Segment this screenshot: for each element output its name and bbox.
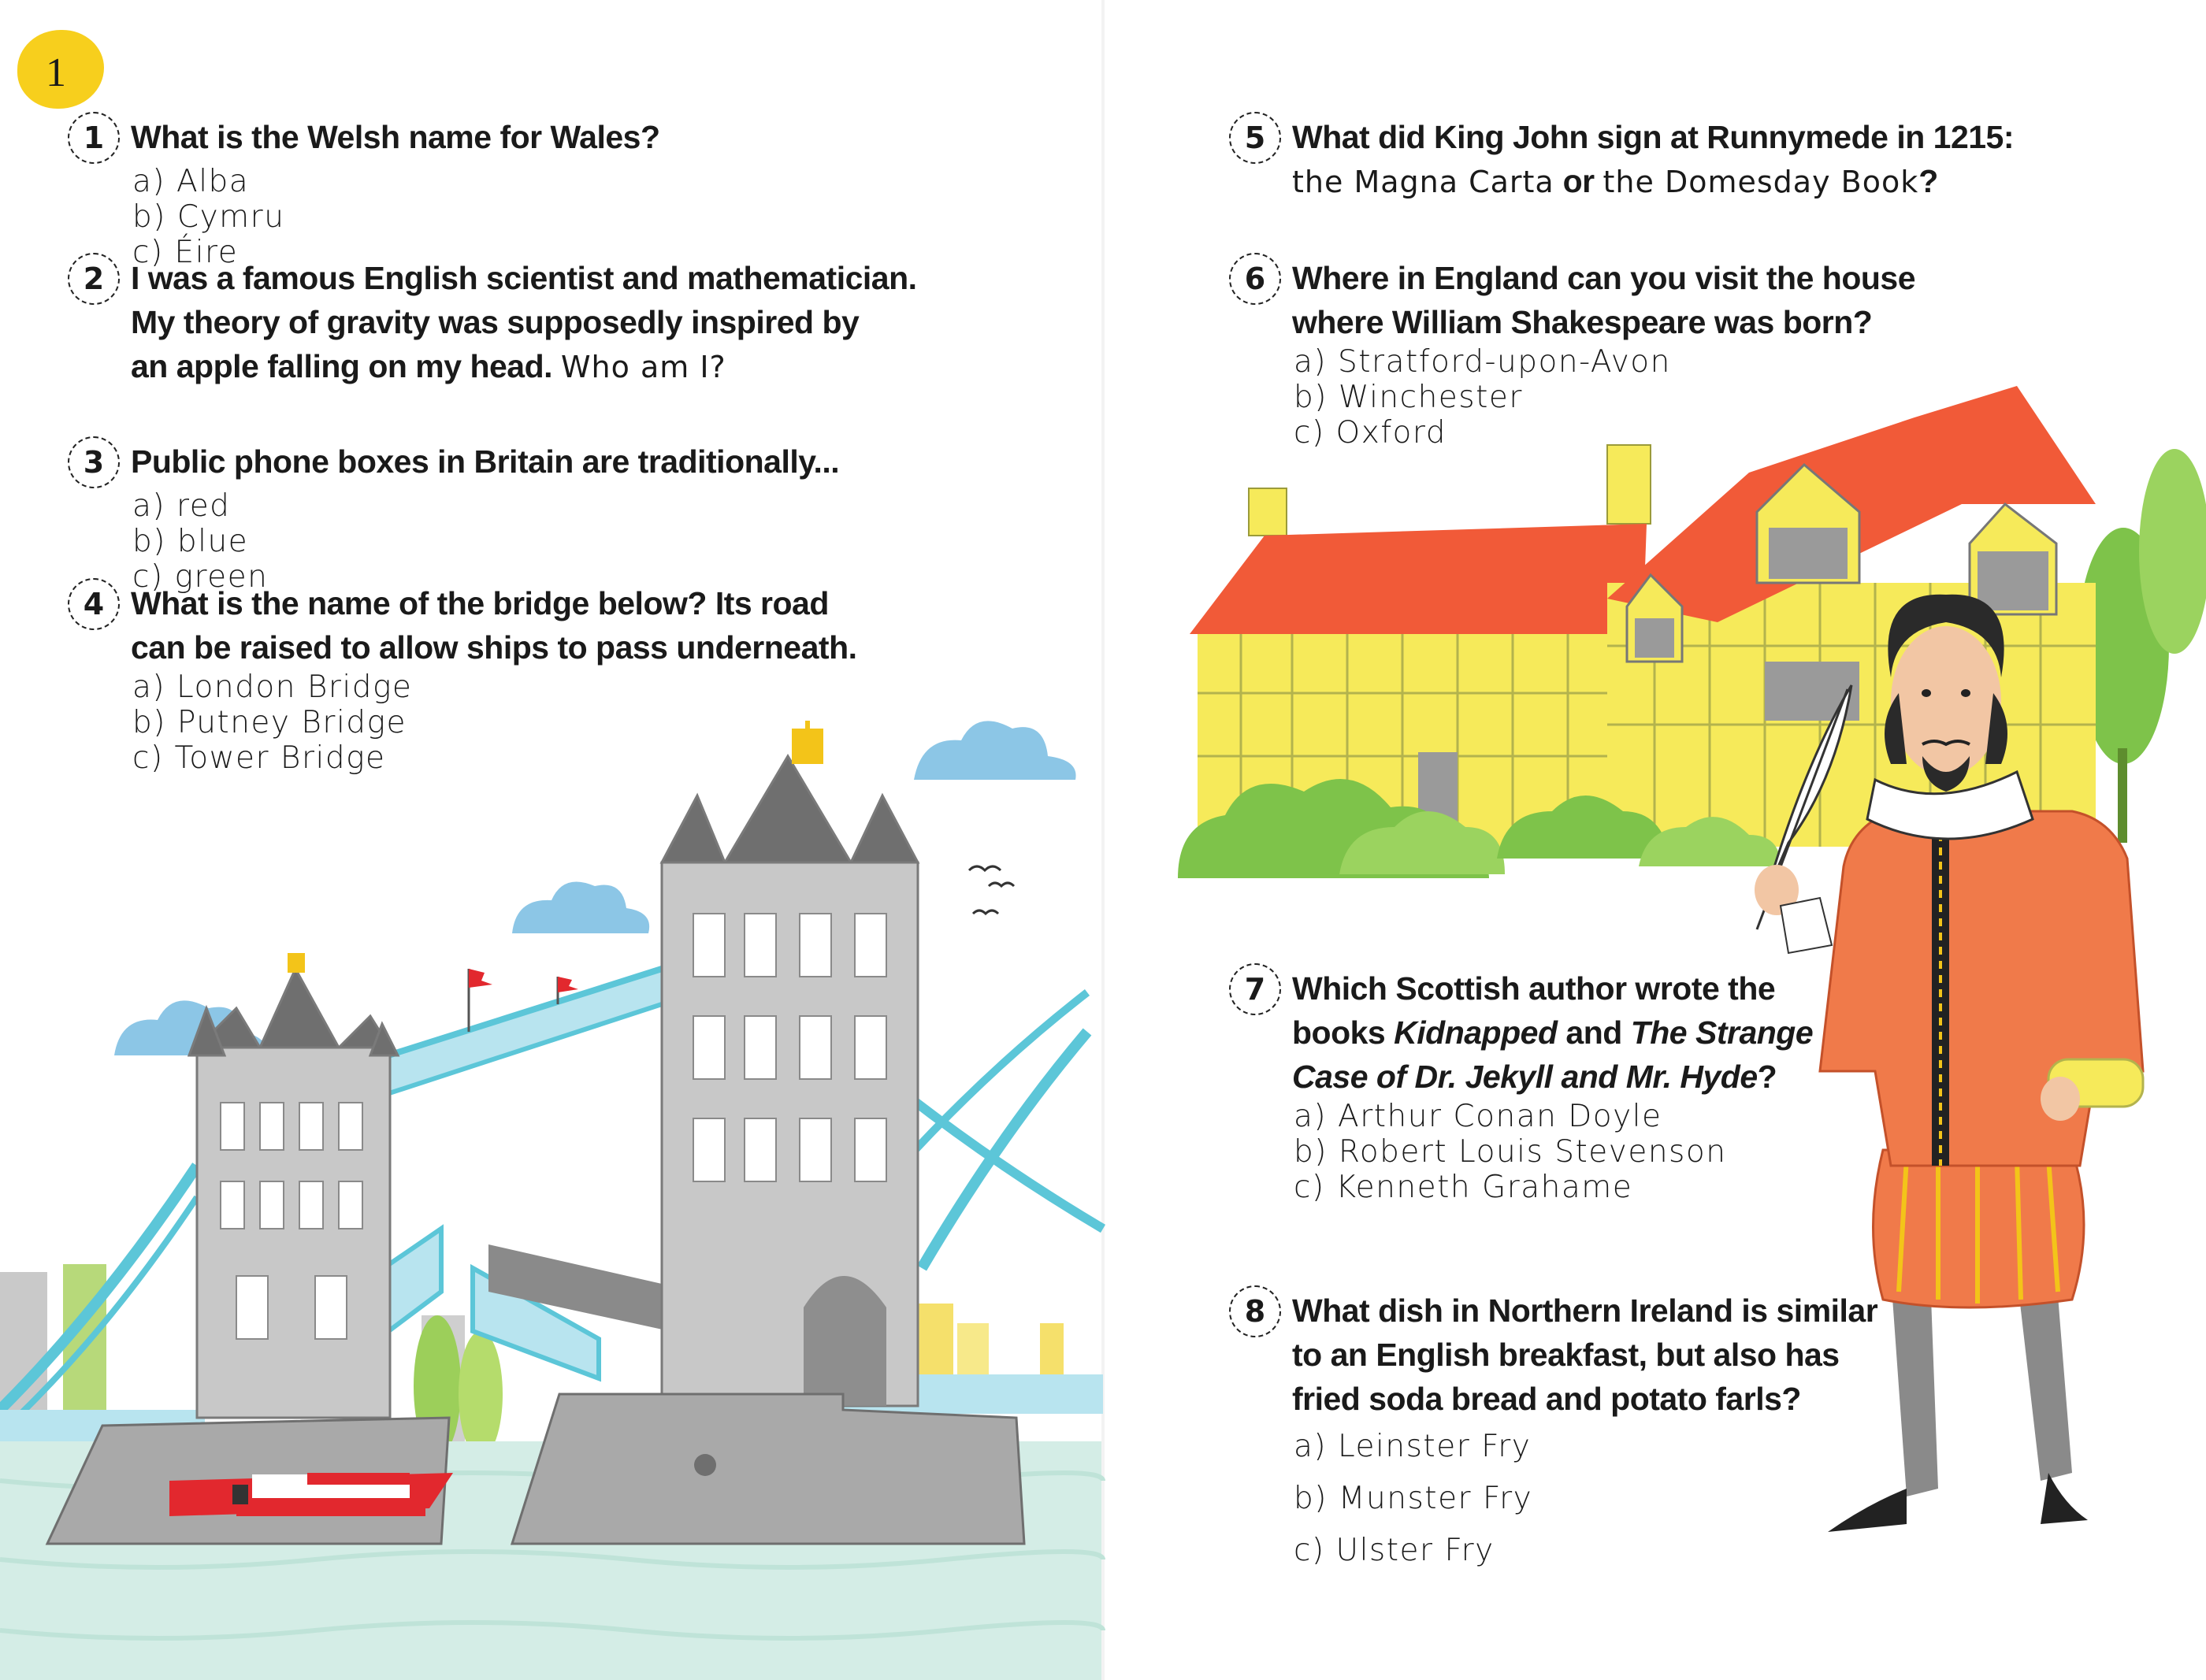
answer-option-a[interactable]: a) Alba	[132, 164, 250, 199]
question-8	[1231, 1289, 1877, 1577]
answer-option-b[interactable]: b) Munster Fry	[1294, 1481, 1533, 1516]
question-text	[131, 581, 857, 669]
question-prompt: Who am I?	[560, 350, 726, 384]
question-line: What did King John sign at Runnymede in 1215:	[1292, 119, 2015, 155]
answer-option-a[interactable]: a) Stratford-upon-Avon	[1294, 344, 1671, 380]
question-mark: ?	[1757, 1059, 1777, 1095]
answer-option-b[interactable]: the Domesday Book	[1603, 165, 1919, 199]
question-text	[131, 256, 917, 389]
answer-option-c[interactable]: c) Éire	[132, 235, 239, 270]
page-number: 1	[46, 50, 66, 95]
answer-option-c[interactable]: c) Tower Bridge	[132, 740, 386, 776]
answer-options	[132, 164, 660, 270]
question-line: What is the name of the bridge below? Its road	[131, 585, 829, 621]
question-text: Public phone boxes in Britain are traditionally...	[131, 443, 840, 480]
question-number: 1	[68, 112, 120, 164]
question-number: 6	[1229, 253, 1281, 305]
answer-option-b[interactable]: b) Cymru	[132, 199, 285, 235]
question-line: Where in England can you visit the house	[1292, 260, 1916, 296]
answer-option-b[interactable]: b) Robert Louis Stevenson	[1294, 1134, 1727, 1170]
question-3	[69, 439, 839, 595]
question-line: to an English breakfast, but also has	[1292, 1337, 1840, 1373]
answer-options	[1294, 1421, 1877, 1577]
answer-option-c[interactable]: c) Oxford	[1294, 415, 1447, 451]
answer-option-c[interactable]: c) Ulster Fry	[1294, 1533, 1495, 1568]
question-number: 7	[1229, 963, 1281, 1015]
question-number: 5	[1229, 112, 1281, 164]
question-line: fried soda bread and potato farls?	[1292, 1381, 1801, 1417]
question-7	[1231, 966, 1813, 1205]
answer-option-a[interactable]: a) Leinster Fry	[1294, 1429, 1532, 1464]
question-word: and	[1565, 1014, 1622, 1051]
question-text	[1292, 256, 1915, 344]
answer-options	[132, 669, 857, 776]
question-number: 2	[68, 253, 120, 305]
question-text	[1292, 1289, 1877, 1421]
question-line: I was a famous English scientist and mathematician.	[131, 260, 917, 296]
question-text	[1292, 115, 2014, 204]
question-line: where William Shakespeare was born?	[1292, 304, 1873, 340]
question-2	[69, 256, 917, 389]
question-4	[69, 581, 857, 776]
question-line: My theory of gravity was supposedly inspired by	[131, 304, 860, 340]
answer-options	[1294, 344, 1915, 451]
question-line: What dish in Northern Ireland is similar	[1292, 1292, 1878, 1329]
shakespeare-birthplace-illustration	[1178, 386, 2206, 878]
answer-option-c[interactable]: c) green	[132, 559, 269, 595]
answer-option-a[interactable]: a) London Bridge	[132, 669, 413, 705]
or-word: or	[1562, 163, 1595, 199]
question-text	[1292, 966, 1813, 1099]
question-mark: ?	[1918, 163, 1938, 199]
answer-option-c[interactable]: c) Kenneth Grahame	[1294, 1170, 1633, 1205]
question-number: 8	[1229, 1285, 1281, 1337]
question-word: books	[1292, 1014, 1386, 1051]
answer-option-b[interactable]: b) Putney Bridge	[132, 705, 407, 740]
question-text: What is the Welsh name for Wales?	[131, 119, 660, 155]
question-6	[1231, 256, 1915, 451]
question-line: Which Scottish author wrote the	[1292, 970, 1776, 1007]
answer-options	[1294, 1099, 1813, 1205]
answer-options	[132, 488, 839, 595]
answer-option-a[interactable]: a) red	[132, 488, 231, 524]
question-line: can be raised to allow ships to pass underneath.	[131, 629, 857, 666]
answer-option-a[interactable]: the Magna Carta	[1292, 165, 1554, 199]
answer-option-a[interactable]: a) Arthur Conan Doyle	[1294, 1099, 1662, 1134]
question-number: 4	[68, 578, 120, 630]
answer-option-b[interactable]: b) Winchester	[1294, 380, 1523, 415]
question-1	[69, 115, 660, 270]
question-5	[1231, 115, 2014, 204]
question-number: 3	[68, 436, 120, 488]
book-title: The Strange	[1630, 1014, 1814, 1051]
book-title: Kidnapped	[1394, 1014, 1558, 1051]
answer-option-b[interactable]: b) blue	[132, 524, 249, 559]
question-line: an apple falling on my head.	[131, 348, 553, 384]
book-title: Case of Dr. Jekyll and Mr. Hyde	[1292, 1059, 1758, 1095]
tower-bridge-illustration	[0, 721, 1103, 1680]
